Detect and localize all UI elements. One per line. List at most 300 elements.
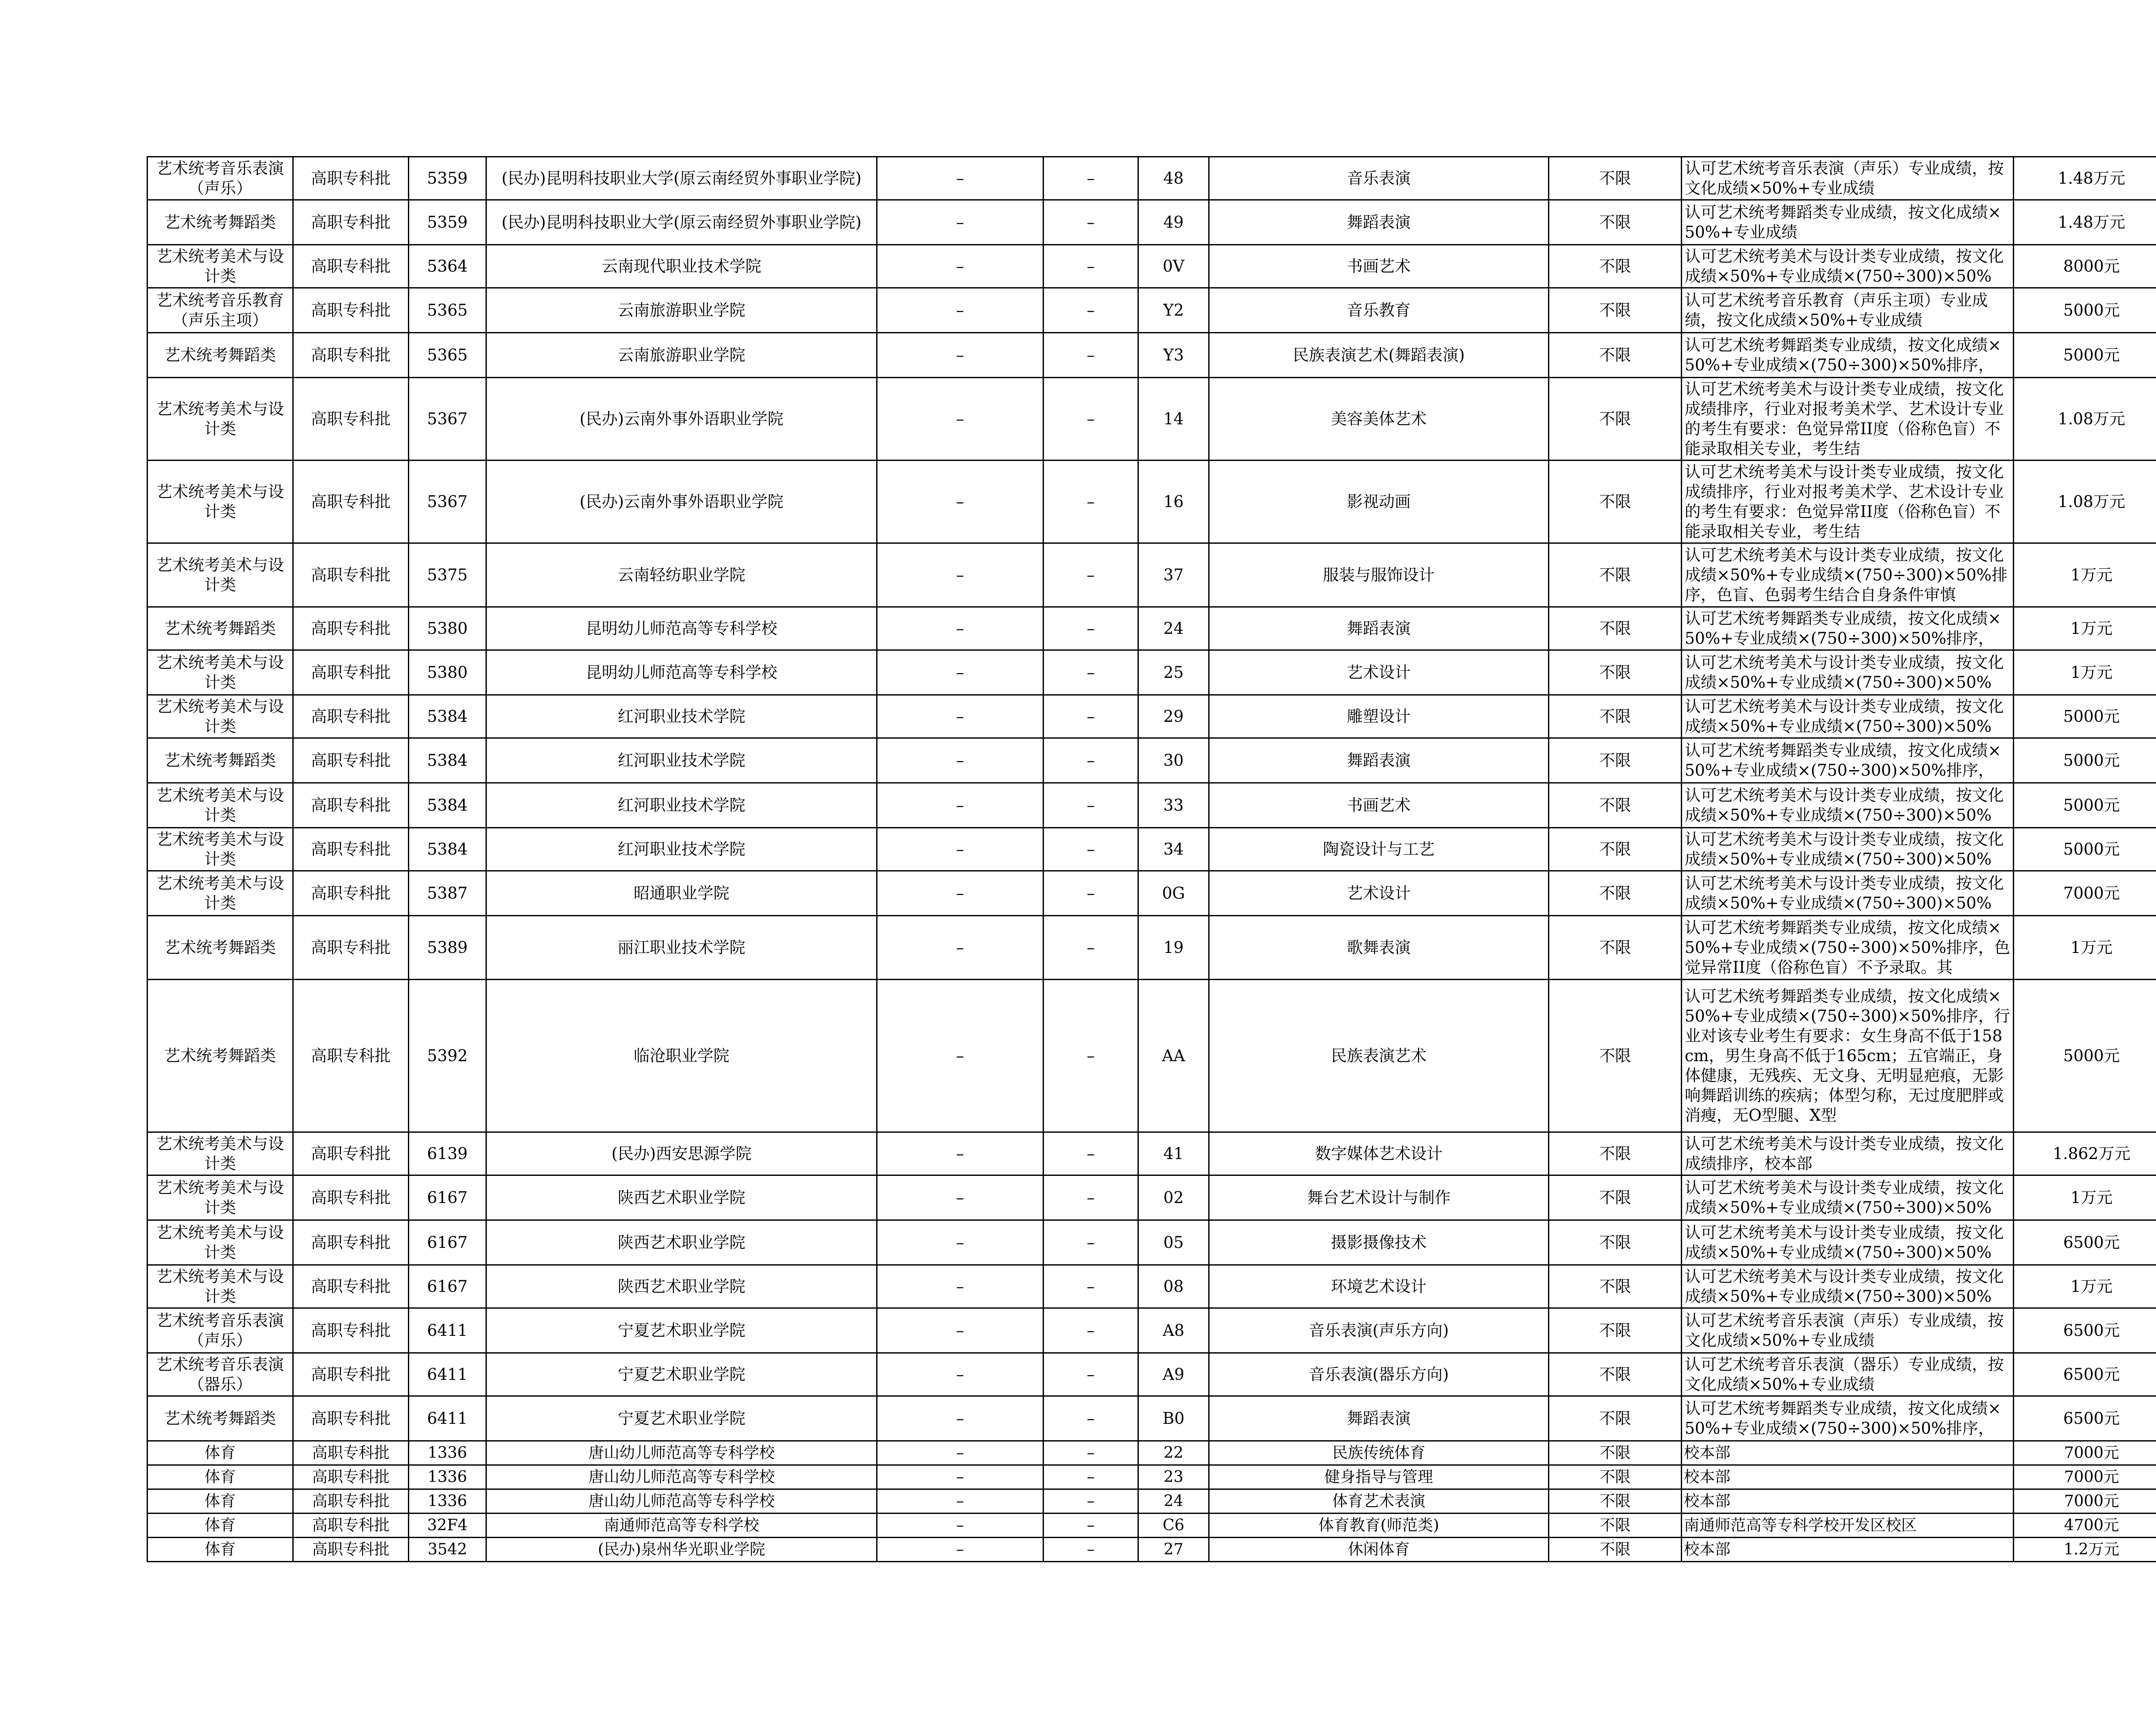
category-cell-text: 艺术统考舞蹈类: [164, 938, 276, 957]
school-code-cell: [409, 607, 486, 650]
language-cell: [1549, 1489, 1682, 1514]
category-cell: [147, 650, 293, 695]
batch-cell-text: 高职专科批: [311, 1046, 391, 1065]
dash-cell: [877, 828, 1044, 871]
major-name-cell-text: 音乐表演(声乐方向): [1309, 1321, 1449, 1340]
remark-cell: [1682, 607, 2014, 650]
dash-cell: [1044, 607, 1138, 650]
dash-cell-text: –: [956, 796, 964, 815]
category-cell-text: 艺术统考舞蹈类: [164, 1409, 276, 1428]
tuition-cell: [2014, 1514, 2156, 1538]
major-code-cell: [1138, 1175, 1209, 1220]
batch-cell: [293, 1220, 409, 1265]
batch-cell-text: 高职专科批: [311, 345, 391, 364]
tuition-cell-text: 4700元: [2064, 1517, 2119, 1534]
major-code-cell: [1138, 871, 1209, 916]
major-code-cell-text: 19: [1163, 938, 1184, 957]
dash-cell: [877, 461, 1044, 543]
school-code-cell-text: 32F4: [427, 1517, 468, 1534]
school-code-cell-text: 1336: [427, 1444, 467, 1462]
major-name-cell: [1209, 828, 1549, 871]
school-name-cell: [486, 1132, 877, 1175]
dash-cell: [1044, 828, 1138, 871]
major-name-cell-text: 服装与服饰设计: [1323, 565, 1435, 584]
school-name-cell: [486, 1353, 877, 1396]
major-code-cell: [1138, 1396, 1209, 1441]
remark-cell: [1682, 871, 2014, 916]
table-row: [147, 333, 2156, 378]
language-cell: [1549, 1353, 1682, 1396]
major-name-cell-text: 书画艺术: [1347, 257, 1411, 276]
remark-cell: [1682, 1465, 2014, 1489]
dash-cell: [877, 783, 1044, 828]
major-name-cell: [1209, 980, 1549, 1132]
category-cell-text: 体育: [204, 1541, 236, 1558]
remark-cell-text: 认可艺术统考舞蹈类专业成绩，按文化成绩×50%+专业成绩×(750÷300)×50%排序，: [1685, 609, 2002, 648]
school-code-cell: [409, 1514, 486, 1538]
dash-cell: [877, 1441, 1044, 1465]
dash-cell-text: –: [1087, 169, 1095, 188]
school-name-cell-text: 陕西艺术职业学院: [617, 1188, 746, 1207]
tuition-cell-text: 1万元: [2070, 1188, 2113, 1207]
batch-cell: [293, 1353, 409, 1396]
major-code-cell: [1138, 980, 1209, 1132]
remark-cell: [1682, 1514, 2014, 1538]
tuition-cell: [2014, 916, 2156, 980]
batch-cell-text: 高职专科批: [312, 1468, 390, 1486]
major-code-cell-text: 08: [1163, 1277, 1184, 1296]
major-code-cell-text: 33: [1163, 796, 1184, 815]
school-code-cell: [409, 543, 486, 607]
dash-cell-text: –: [1087, 1444, 1095, 1462]
major-code-cell: [1138, 543, 1209, 607]
language-cell-text: 不限: [1599, 492, 1631, 511]
dash-cell: [1044, 738, 1138, 783]
school-code-cell: [409, 1220, 486, 1265]
remark-cell-text: 校本部: [1684, 1444, 1731, 1462]
major-code-cell: [1138, 1441, 1209, 1465]
batch-cell-text: 高职专科批: [311, 1321, 391, 1340]
language-cell: [1549, 695, 1682, 738]
dash-cell: [1044, 157, 1138, 200]
tuition-cell: [2014, 543, 2156, 607]
category-cell-text: 艺术统考舞蹈类: [164, 213, 276, 232]
table-row: [147, 871, 2156, 916]
category-cell: [147, 1220, 293, 1265]
dash-cell: [877, 650, 1044, 695]
remark-cell: [1682, 783, 2014, 828]
dash-cell: [1044, 1489, 1138, 1514]
major-name-cell: [1209, 543, 1549, 607]
dash-cell-text: –: [956, 663, 964, 682]
major-code-cell-text: 27: [1163, 1541, 1184, 1558]
category-cell-text: 艺术统考美术与设计类: [156, 1134, 284, 1173]
language-cell: [1549, 871, 1682, 916]
major-code-cell: [1138, 1220, 1209, 1265]
tuition-cell-text: 5000元: [2063, 1046, 2120, 1065]
school-name-cell-text: 红河职业技术学院: [617, 840, 746, 859]
major-code-cell-text: 14: [1163, 409, 1184, 428]
dash-cell-text: –: [956, 1409, 964, 1428]
category-cell: [147, 738, 293, 783]
remark-cell: [1682, 461, 2014, 543]
major-code-cell-text: 37: [1163, 565, 1184, 584]
dash-cell: [877, 200, 1044, 245]
dash-cell-text: –: [1087, 663, 1095, 682]
dash-cell-text: –: [956, 1188, 964, 1207]
major-code-cell-text: A9: [1163, 1365, 1185, 1384]
dash-cell-text: –: [956, 213, 964, 232]
school-code-cell: [409, 1538, 486, 1562]
tuition-cell: [2014, 1538, 2156, 1562]
tuition-cell: [2014, 828, 2156, 871]
language-cell: [1549, 783, 1682, 828]
major-code-cell-text: 0G: [1162, 884, 1185, 903]
major-code-cell-text: 30: [1163, 751, 1184, 770]
major-name-cell-text: 环境艺术设计: [1331, 1277, 1427, 1296]
dash-cell: [877, 1175, 1044, 1220]
dash-cell: [1044, 783, 1138, 828]
dash-cell-text: –: [1087, 492, 1095, 511]
category-cell: [147, 1465, 293, 1489]
tuition-cell: [2014, 461, 2156, 543]
major-code-cell: [1138, 1465, 1209, 1489]
batch-cell-text: 高职专科批: [311, 257, 391, 276]
major-name-cell-text: 书画艺术: [1347, 796, 1411, 815]
major-name-cell: [1209, 1514, 1549, 1538]
major-name-cell: [1209, 1175, 1549, 1220]
school-code-cell: [409, 378, 486, 461]
dash-cell: [1044, 461, 1138, 543]
category-cell: [147, 1441, 293, 1465]
dash-cell: [1044, 543, 1138, 607]
language-cell-text: 不限: [1599, 938, 1631, 957]
category-cell-text: 艺术统考美术与设计类: [156, 482, 284, 521]
major-code-cell: [1138, 695, 1209, 738]
dash-cell: [877, 1265, 1044, 1308]
major-code-cell: [1138, 461, 1209, 543]
remark-cell: [1682, 1538, 2014, 1562]
school-name-cell-text: 唐山幼儿师范高等专科学校: [588, 1468, 775, 1486]
table-row: [147, 607, 2156, 650]
school-name-cell: [486, 333, 877, 378]
batch-cell: [293, 1175, 409, 1220]
batch-cell: [293, 157, 409, 200]
dash-cell: [1044, 378, 1138, 461]
school-name-cell-text: 陕西艺术职业学院: [617, 1277, 746, 1296]
remark-cell: [1682, 200, 2014, 245]
language-cell-text: 不限: [1599, 1444, 1631, 1462]
dash-cell-text: –: [956, 1517, 964, 1534]
language-cell-text: 不限: [1599, 1144, 1631, 1163]
tuition-cell: [2014, 1396, 2156, 1441]
major-name-cell-text: 摄影摄像技术: [1331, 1233, 1427, 1252]
tuition-cell-text: 6500元: [2063, 1321, 2120, 1340]
category-cell: [147, 543, 293, 607]
dash-cell-text: –: [956, 1233, 964, 1252]
school-name-cell: [486, 1514, 877, 1538]
school-code-cell: [409, 916, 486, 980]
batch-cell-text: 高职专科批: [311, 1188, 391, 1207]
school-name-cell-text: 宁夏艺术职业学院: [617, 1409, 746, 1428]
major-code-cell: [1138, 1353, 1209, 1396]
school-name-cell: [486, 200, 877, 245]
tuition-cell: [2014, 1132, 2156, 1175]
batch-cell-text: 高职专科批: [312, 1492, 390, 1510]
school-name-cell: [486, 1538, 877, 1562]
tuition-cell-text: 5000元: [2063, 345, 2120, 364]
table-row: [147, 695, 2156, 738]
major-name-cell: [1209, 1441, 1549, 1465]
major-code-cell-text: Y2: [1163, 301, 1184, 320]
school-code-cell: [409, 738, 486, 783]
table-row: [147, 378, 2156, 461]
tuition-cell: [2014, 288, 2156, 333]
remark-cell-text: 校本部: [1684, 1468, 1731, 1486]
dash-cell: [877, 1132, 1044, 1175]
language-cell: [1549, 1265, 1682, 1308]
tuition-cell: [2014, 1220, 2156, 1265]
major-code-cell-text: 02: [1163, 1188, 1184, 1207]
dash-cell: [877, 916, 1044, 980]
school-code-cell: [409, 695, 486, 738]
school-code-cell: [409, 1265, 486, 1308]
school-code-cell: [409, 1465, 486, 1489]
school-code-cell-text: 5380: [427, 663, 468, 682]
category-cell-text: 艺术统考舞蹈类: [164, 345, 276, 364]
dash-cell: [1044, 1220, 1138, 1265]
major-code-cell: [1138, 828, 1209, 871]
major-code-cell: [1138, 1265, 1209, 1308]
remark-cell: [1682, 288, 2014, 333]
school-name-cell-text: 宁夏艺术职业学院: [617, 1365, 746, 1384]
table-row: [147, 461, 2156, 543]
major-name-cell-text: 美容美体艺术: [1331, 409, 1427, 428]
school-name-cell-text: 临沧职业学院: [633, 1046, 730, 1065]
dash-cell-text: –: [956, 492, 964, 511]
language-cell-text: 不限: [1599, 257, 1631, 276]
batch-cell-text: 高职专科批: [312, 1444, 390, 1462]
major-name-cell-text: 舞台艺术设计与制作: [1307, 1188, 1451, 1207]
category-cell: [147, 1265, 293, 1308]
batch-cell: [293, 828, 409, 871]
dash-cell-text: –: [956, 565, 964, 584]
school-name-cell: [486, 543, 877, 607]
language-cell: [1549, 1308, 1682, 1353]
dash-cell-text: –: [1087, 884, 1095, 903]
dash-cell-text: –: [1087, 1492, 1095, 1510]
school-name-cell: [486, 1465, 877, 1489]
tuition-cell: [2014, 1489, 2156, 1514]
table-row: [147, 650, 2156, 695]
category-cell-text: 体育: [204, 1468, 236, 1486]
dash-cell: [877, 378, 1044, 461]
category-cell: [147, 245, 293, 288]
major-code-cell-text: 29: [1163, 707, 1184, 726]
category-cell: [147, 980, 293, 1132]
dash-cell: [1044, 1538, 1138, 1562]
language-cell: [1549, 157, 1682, 200]
batch-cell: [293, 1132, 409, 1175]
category-cell: [147, 1538, 293, 1562]
dash-cell-text: –: [1087, 751, 1095, 770]
tuition-cell-text: 1万元: [2070, 663, 2113, 682]
school-code-cell-text: 5389: [427, 938, 468, 957]
dash-cell-text: –: [1087, 1188, 1095, 1207]
category-cell-text: 艺术统考美术与设计类: [156, 555, 284, 594]
language-cell: [1549, 1132, 1682, 1175]
batch-cell-text: 高职专科批: [311, 707, 391, 726]
tuition-cell: [2014, 245, 2156, 288]
major-code-cell-text: 24: [1163, 1492, 1184, 1510]
remark-cell: [1682, 1220, 2014, 1265]
major-code-cell: [1138, 1489, 1209, 1514]
category-cell-text: 艺术统考美术与设计类: [156, 874, 284, 912]
dash-cell: [1044, 650, 1138, 695]
tuition-cell-text: 1万元: [2070, 1277, 2113, 1296]
remark-cell-text: 认可艺术统考美术与设计类专业成绩，按文化成绩×50%+专业成绩×(750÷300)×50%: [1685, 1178, 2004, 1217]
category-cell-text: 艺术统考音乐表演（器乐）: [156, 1355, 284, 1394]
tuition-cell-text: 1万元: [2070, 619, 2113, 638]
tuition-cell: [2014, 333, 2156, 378]
category-cell: [147, 157, 293, 200]
category-cell-text: 艺术统考舞蹈类: [164, 1046, 276, 1065]
school-name-cell: [486, 1265, 877, 1308]
language-cell-text: 不限: [1599, 169, 1631, 188]
batch-cell-text: 高职专科批: [311, 492, 391, 511]
major-name-cell: [1209, 1489, 1549, 1514]
language-cell: [1549, 245, 1682, 288]
dash-cell: [877, 1220, 1044, 1265]
tuition-cell-text: 6500元: [2063, 1409, 2120, 1428]
language-cell: [1549, 461, 1682, 543]
remark-cell: [1682, 333, 2014, 378]
major-name-cell: [1209, 1353, 1549, 1396]
major-code-cell-text: A8: [1163, 1321, 1185, 1340]
dash-cell: [1044, 871, 1138, 916]
dash-cell: [1044, 695, 1138, 738]
tuition-cell-text: 5000元: [2063, 840, 2120, 859]
batch-cell-text: 高职专科批: [311, 565, 391, 584]
category-cell-text: 艺术统考美术与设计类: [156, 1267, 284, 1306]
table-row: [147, 1465, 2156, 1489]
language-cell: [1549, 980, 1682, 1132]
major-code-cell-text: 25: [1163, 663, 1184, 682]
language-cell: [1549, 333, 1682, 378]
tuition-cell: [2014, 607, 2156, 650]
remark-cell-text: 认可艺术统考美术与设计类专业成绩，按文化成绩×50%+专业成绩×(750÷300)×50%: [1685, 247, 2004, 285]
school-code-cell-text: 6411: [427, 1409, 468, 1428]
school-code-cell: [409, 1441, 486, 1465]
tuition-cell-text: 7000元: [2063, 884, 2120, 903]
remark-cell: [1682, 1132, 2014, 1175]
dash-cell-text: –: [1087, 301, 1095, 320]
major-code-cell: [1138, 200, 1209, 245]
batch-cell-text: 高职专科批: [311, 1277, 391, 1296]
dash-cell-text: –: [1087, 1541, 1095, 1558]
major-code-cell-text: C6: [1163, 1517, 1185, 1534]
school-name-cell: [486, 695, 877, 738]
dash-cell: [877, 1465, 1044, 1489]
remark-cell-text: 南通师范高等专科学校开发区校区: [1684, 1517, 1917, 1534]
major-code-cell-text: 49: [1163, 213, 1184, 232]
category-cell-text: 艺术统考音乐表演（声乐）: [156, 1311, 284, 1350]
major-name-cell-text: 影视动画: [1347, 492, 1411, 511]
school-name-cell-text: (民办)西安思源学院: [611, 1144, 752, 1163]
dash-cell-text: –: [956, 409, 964, 428]
school-name-cell: [486, 828, 877, 871]
category-cell: [147, 1353, 293, 1396]
major-name-cell: [1209, 916, 1549, 980]
major-code-cell-text: 05: [1163, 1233, 1184, 1252]
major-code-cell: [1138, 245, 1209, 288]
dash-cell: [1044, 1465, 1138, 1489]
major-name-cell: [1209, 1396, 1549, 1441]
school-name-cell: [486, 1308, 877, 1353]
category-cell: [147, 916, 293, 980]
remark-cell-text: 校本部: [1684, 1541, 1731, 1558]
dash-cell: [877, 738, 1044, 783]
major-code-cell-text: 24: [1163, 619, 1184, 638]
dash-cell-text: –: [1087, 1277, 1095, 1296]
table-row: [147, 1538, 2156, 1562]
language-cell-text: 不限: [1599, 884, 1631, 903]
language-cell: [1549, 200, 1682, 245]
major-name-cell: [1209, 1538, 1549, 1562]
major-name-cell: [1209, 783, 1549, 828]
school-code-cell-text: 5365: [427, 345, 468, 364]
tuition-cell-text: 1.48万元: [2058, 169, 2125, 188]
school-code-cell: [409, 288, 486, 333]
major-code-cell-text: 0V: [1163, 257, 1185, 276]
tuition-cell-text: 5000元: [2063, 796, 2120, 815]
school-code-cell: [409, 1175, 486, 1220]
remark-cell: [1682, 1265, 2014, 1308]
category-cell-text: 体育: [204, 1444, 236, 1462]
dash-cell: [1044, 245, 1138, 288]
school-code-cell-text: 5359: [427, 213, 468, 232]
school-code-cell-text: 5365: [427, 301, 468, 320]
category-cell-text: 体育: [204, 1492, 236, 1510]
remark-cell: [1682, 1489, 2014, 1514]
dash-cell-text: –: [956, 169, 964, 188]
table-row: [147, 916, 2156, 980]
batch-cell: [293, 1265, 409, 1308]
remark-cell: [1682, 828, 2014, 871]
major-code-cell-text: 22: [1163, 1444, 1184, 1462]
tuition-cell: [2014, 1353, 2156, 1396]
tuition-cell: [2014, 157, 2156, 200]
language-cell-text: 不限: [1599, 565, 1631, 584]
table-row: [147, 1489, 2156, 1514]
dash-cell: [877, 871, 1044, 916]
batch-cell: [293, 607, 409, 650]
tuition-cell-text: 5000元: [2063, 751, 2120, 770]
language-cell: [1549, 828, 1682, 871]
tuition-cell-text: 1.08万元: [2058, 492, 2125, 511]
major-name-cell: [1209, 1265, 1549, 1308]
school-code-cell-text: 3542: [427, 1541, 467, 1558]
major-name-cell: [1209, 650, 1549, 695]
major-name-cell: [1209, 1132, 1549, 1175]
school-code-cell: [409, 333, 486, 378]
major-name-cell-text: 艺术设计: [1347, 663, 1411, 682]
major-code-cell: [1138, 783, 1209, 828]
major-name-cell-text: 陶瓷设计与工艺: [1323, 840, 1435, 859]
language-cell: [1549, 1396, 1682, 1441]
batch-cell: [293, 288, 409, 333]
remark-cell-text: 认可艺术统考音乐表演（器乐）专业成绩，按文化成绩×50%+专业成绩: [1685, 1355, 2004, 1394]
